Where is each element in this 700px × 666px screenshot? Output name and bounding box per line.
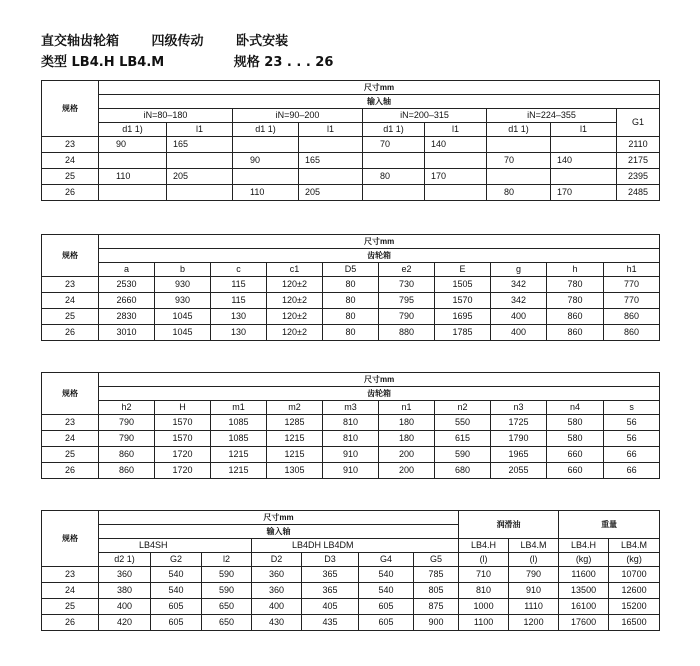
column-header: (l): [459, 553, 509, 567]
table-cell: 930: [155, 277, 211, 293]
table-cell: 1570: [155, 431, 211, 447]
table-cell: [425, 185, 487, 201]
table-cell: 115: [211, 293, 267, 309]
gearbox-header: 齿轮箱: [99, 387, 660, 401]
size-cell: 26: [42, 325, 99, 341]
column-header: n2: [435, 401, 491, 415]
table-cell: 170: [425, 169, 487, 185]
column-header: m1: [211, 401, 267, 415]
table-cell: 1505: [435, 277, 491, 293]
table-cell: 12600: [609, 583, 660, 599]
size-cell: 23: [42, 137, 99, 153]
table-cell: 910: [323, 463, 379, 479]
table-cell: 860: [99, 447, 155, 463]
table-cell: [167, 185, 233, 201]
table-cell: 1720: [155, 447, 211, 463]
lubricant-header: 润滑油: [459, 511, 559, 539]
table-cell: 810: [323, 431, 379, 447]
table-cell: 900: [414, 615, 459, 631]
column-header: E: [435, 263, 491, 277]
table-cell: 780: [547, 277, 604, 293]
table-cell: 860: [604, 325, 660, 341]
table-cell: 400: [491, 325, 547, 341]
column-header: n1: [379, 401, 435, 415]
title-mounting: 卧式安装: [236, 34, 289, 49]
table-cell: 170: [551, 185, 617, 201]
table-cell: 380: [99, 583, 151, 599]
table-cell: 805: [414, 583, 459, 599]
table-cell: 810: [323, 415, 379, 431]
table-cell: 590: [202, 583, 252, 599]
table-cell: 405: [302, 599, 359, 615]
table-cell: 110: [233, 185, 299, 201]
g1-header: G1: [617, 109, 660, 137]
size-cell: 23: [42, 277, 99, 293]
column-header: (l): [509, 553, 559, 567]
table-cell: 430: [252, 615, 302, 631]
col-d1: d1 1): [487, 123, 551, 137]
table-cell: 1000: [459, 599, 509, 615]
table-cell: 770: [604, 277, 660, 293]
table-cell: 860: [604, 309, 660, 325]
title-stages: 四级传动: [151, 34, 204, 49]
table-cell: 80: [323, 293, 379, 309]
table-cell: 1215: [211, 447, 267, 463]
ratio-range-3: iN=200–315: [363, 109, 487, 123]
table-cell: 660: [547, 447, 604, 463]
dimensions-header: 尺寸mm: [99, 511, 459, 525]
table-cell: 110: [99, 169, 167, 185]
table-cell: 1085: [211, 431, 267, 447]
table-cell: [487, 137, 551, 153]
table-cell: 880: [379, 325, 435, 341]
column-header: s: [604, 401, 660, 415]
table-cell: 420: [99, 615, 151, 631]
table-cell: 1215: [211, 463, 267, 479]
table-cell: 910: [509, 583, 559, 599]
table-cell: 1570: [435, 293, 491, 309]
gearbox-header: 齿轮箱: [99, 249, 660, 263]
table-cell: 1695: [435, 309, 491, 325]
table-cell: 200: [379, 463, 435, 479]
dimensions-header: 尺寸mm: [99, 81, 660, 95]
table-cell: 120±2: [267, 309, 323, 325]
table-cell: 80: [323, 325, 379, 341]
table-cell: [363, 153, 425, 169]
gearbox-dimensions-table-1: [41, 234, 660, 341]
column-header: m3: [323, 401, 379, 415]
table-cell: 540: [151, 583, 202, 599]
title-product: 直交轴齿轮箱: [41, 34, 120, 49]
col-l1: l1: [425, 123, 487, 137]
column-header: n4: [547, 401, 604, 415]
group-lb4dh-lb4dm: LB4DH LB4DM: [252, 539, 459, 553]
column-header: h: [547, 263, 604, 277]
table-cell: 605: [359, 615, 414, 631]
table-cell: 730: [379, 277, 435, 293]
column-header: n3: [491, 401, 547, 415]
table-cell: [363, 185, 425, 201]
table-cell: 16500: [609, 615, 660, 631]
table-cell: 1725: [491, 415, 547, 431]
table-cell: 790: [99, 431, 155, 447]
column-header: G5: [414, 553, 459, 567]
title-line-1: [41, 30, 288, 49]
table-cell: 15200: [609, 599, 660, 615]
type-h-header: LB4.H: [559, 539, 609, 553]
size-cell: 26: [42, 463, 99, 479]
table-cell: 165: [167, 137, 233, 153]
weight-header: 重量: [559, 511, 660, 539]
table-cell: 790: [379, 309, 435, 325]
size-cell: 23: [42, 567, 99, 583]
size-cell: 25: [42, 447, 99, 463]
table-cell: 130: [211, 325, 267, 341]
column-header: a: [99, 263, 155, 277]
column-header: g: [491, 263, 547, 277]
table-cell: [551, 137, 617, 153]
table-cell: 16100: [559, 599, 609, 615]
table-cell: 910: [323, 447, 379, 463]
size-cell: 26: [42, 615, 99, 631]
ratio-range-4: iN=224–355: [487, 109, 617, 123]
table-cell: 66: [604, 447, 660, 463]
input-shaft-header: 输入轴: [99, 525, 459, 539]
table-cell: 180: [379, 431, 435, 447]
title-type: 类型 LB4.H LB4.M: [41, 55, 165, 70]
table-cell: 342: [491, 277, 547, 293]
table-cell: 2395: [617, 169, 660, 185]
table-cell: 66: [604, 463, 660, 479]
table-cell: 790: [509, 567, 559, 583]
table-cell: 56: [604, 415, 660, 431]
table-cell: 80: [487, 185, 551, 201]
table-cell: 140: [425, 137, 487, 153]
title-line-2: [41, 51, 333, 70]
table-cell: 930: [155, 293, 211, 309]
table-cell: 1215: [267, 431, 323, 447]
table-cell: 1110: [509, 599, 559, 615]
size-cell: 24: [42, 583, 99, 599]
column-header: D5: [323, 263, 379, 277]
table-cell: 860: [547, 325, 604, 341]
column-header: h1: [604, 263, 660, 277]
size-cell: 24: [42, 293, 99, 309]
table-cell: 400: [252, 599, 302, 615]
column-header: H: [155, 401, 211, 415]
table-cell: 180: [379, 415, 435, 431]
table-cell: 580: [547, 431, 604, 447]
size-cell: 23: [42, 415, 99, 431]
table-cell: 360: [99, 567, 151, 583]
shaft-lubricant-weight-table: [41, 510, 660, 631]
type-m-header: LB4.M: [509, 539, 559, 553]
type-h-header: LB4.H: [459, 539, 509, 553]
column-header: D3: [302, 553, 359, 567]
col-l1: l1: [299, 123, 363, 137]
size-cell: 25: [42, 599, 99, 615]
col-d1: d1 1): [363, 123, 425, 137]
size-cell: 26: [42, 185, 99, 201]
table-cell: 1085: [211, 415, 267, 431]
dimensions-header: 尺寸mm: [99, 373, 660, 387]
column-header: (kg): [559, 553, 609, 567]
table-cell: 1215: [267, 447, 323, 463]
table-cell: 342: [491, 293, 547, 309]
column-header: G2: [151, 553, 202, 567]
table-cell: 205: [167, 169, 233, 185]
table-cell: 780: [547, 293, 604, 309]
table-cell: 2110: [617, 137, 660, 153]
table-cell: 1305: [267, 463, 323, 479]
table-cell: 650: [202, 599, 252, 615]
table-cell: 2530: [99, 277, 155, 293]
group-lb4sh: LB4SH: [99, 539, 252, 553]
table-cell: [167, 153, 233, 169]
table-cell: 400: [99, 599, 151, 615]
size-cell: 24: [42, 431, 99, 447]
table-cell: 1790: [491, 431, 547, 447]
table-cell: 580: [547, 415, 604, 431]
gearbox-dimensions-table-2: [41, 372, 660, 479]
table-cell: 1200: [509, 615, 559, 631]
table-cell: 360: [252, 583, 302, 599]
table-cell: 860: [547, 309, 604, 325]
table-cell: 660: [547, 463, 604, 479]
table-cell: 70: [363, 137, 425, 153]
table-cell: 10700: [609, 567, 660, 583]
table-cell: 365: [302, 583, 359, 599]
table-cell: 1045: [155, 309, 211, 325]
table-cell: 1285: [267, 415, 323, 431]
table-cell: 120±2: [267, 293, 323, 309]
table-cell: 80: [323, 309, 379, 325]
table-cell: 1100: [459, 615, 509, 631]
input-shaft-table: [41, 80, 660, 201]
table-cell: 3010: [99, 325, 155, 341]
table-cell: 120±2: [267, 277, 323, 293]
table-cell: 2660: [99, 293, 155, 309]
table-cell: 80: [363, 169, 425, 185]
table-cell: 680: [435, 463, 491, 479]
column-header: l2: [202, 553, 252, 567]
table-cell: [233, 169, 299, 185]
table-cell: 205: [299, 185, 363, 201]
table-cell: 365: [302, 567, 359, 583]
ratio-range-1: iN=80–180: [99, 109, 233, 123]
table-cell: [425, 153, 487, 169]
table-cell: 200: [379, 447, 435, 463]
column-header: G4: [359, 553, 414, 567]
table-cell: [551, 169, 617, 185]
size-header: 规格: [42, 511, 99, 567]
column-header: m2: [267, 401, 323, 415]
column-header: c1: [267, 263, 323, 277]
table-cell: 875: [414, 599, 459, 615]
size-header: 规格: [42, 373, 99, 415]
table-cell: 1965: [491, 447, 547, 463]
table-cell: 360: [252, 567, 302, 583]
table-cell: 56: [604, 431, 660, 447]
table-cell: 1785: [435, 325, 491, 341]
column-header: b: [155, 263, 211, 277]
column-header: d2 1): [99, 553, 151, 567]
type-m-header: LB4.M: [609, 539, 660, 553]
table-cell: 770: [604, 293, 660, 309]
column-header: e2: [379, 263, 435, 277]
table-cell: 605: [359, 599, 414, 615]
table-cell: 80: [323, 277, 379, 293]
column-header: c: [211, 263, 267, 277]
table-cell: 860: [99, 463, 155, 479]
size-header: 规格: [42, 81, 99, 137]
size-cell: 25: [42, 309, 99, 325]
table-cell: 550: [435, 415, 491, 431]
table-cell: [299, 169, 363, 185]
col-d1: d1 1): [99, 123, 167, 137]
column-header: D2: [252, 553, 302, 567]
title-size-range: 规格 23 . . . 26: [233, 55, 334, 70]
column-header: h2: [99, 401, 155, 415]
table-cell: 165: [299, 153, 363, 169]
col-d1: d1 1): [233, 123, 299, 137]
table-cell: 540: [359, 583, 414, 599]
size-cell: 25: [42, 169, 99, 185]
table-cell: [233, 137, 299, 153]
table-cell: 115: [211, 277, 267, 293]
table-cell: 90: [99, 137, 167, 153]
table-cell: 540: [151, 567, 202, 583]
dimensions-header: 尺寸mm: [99, 235, 660, 249]
table-cell: 795: [379, 293, 435, 309]
table-cell: 615: [435, 431, 491, 447]
ratio-range-2: iN=90–200: [233, 109, 363, 123]
table-cell: 17600: [559, 615, 609, 631]
table-cell: 400: [491, 309, 547, 325]
table-cell: 790: [99, 415, 155, 431]
table-cell: 1045: [155, 325, 211, 341]
table-cell: 785: [414, 567, 459, 583]
table-cell: 70: [487, 153, 551, 169]
table-cell: [487, 169, 551, 185]
table-cell: 710: [459, 567, 509, 583]
table-cell: 120±2: [267, 325, 323, 341]
table-cell: 605: [151, 599, 202, 615]
table-cell: 590: [202, 567, 252, 583]
table-cell: 605: [151, 615, 202, 631]
col-l1: l1: [551, 123, 617, 137]
table-cell: 435: [302, 615, 359, 631]
table-cell: 90: [233, 153, 299, 169]
table-cell: 590: [435, 447, 491, 463]
size-header: 规格: [42, 235, 99, 277]
table-cell: 2830: [99, 309, 155, 325]
table-cell: 2055: [491, 463, 547, 479]
table-cell: 130: [211, 309, 267, 325]
table-cell: 2175: [617, 153, 660, 169]
table-cell: 11600: [559, 567, 609, 583]
input-shaft-header: 输入轴: [99, 95, 660, 109]
table-cell: 1720: [155, 463, 211, 479]
table-cell: 650: [202, 615, 252, 631]
column-header: (kg): [609, 553, 660, 567]
table-cell: 13500: [559, 583, 609, 599]
table-cell: 540: [359, 567, 414, 583]
size-cell: 24: [42, 153, 99, 169]
table-cell: [99, 185, 167, 201]
table-cell: 1570: [155, 415, 211, 431]
col-l1: l1: [167, 123, 233, 137]
table-cell: 140: [551, 153, 617, 169]
table-cell: 2485: [617, 185, 660, 201]
table-cell: [299, 137, 363, 153]
table-cell: 810: [459, 583, 509, 599]
table-cell: [99, 153, 167, 169]
